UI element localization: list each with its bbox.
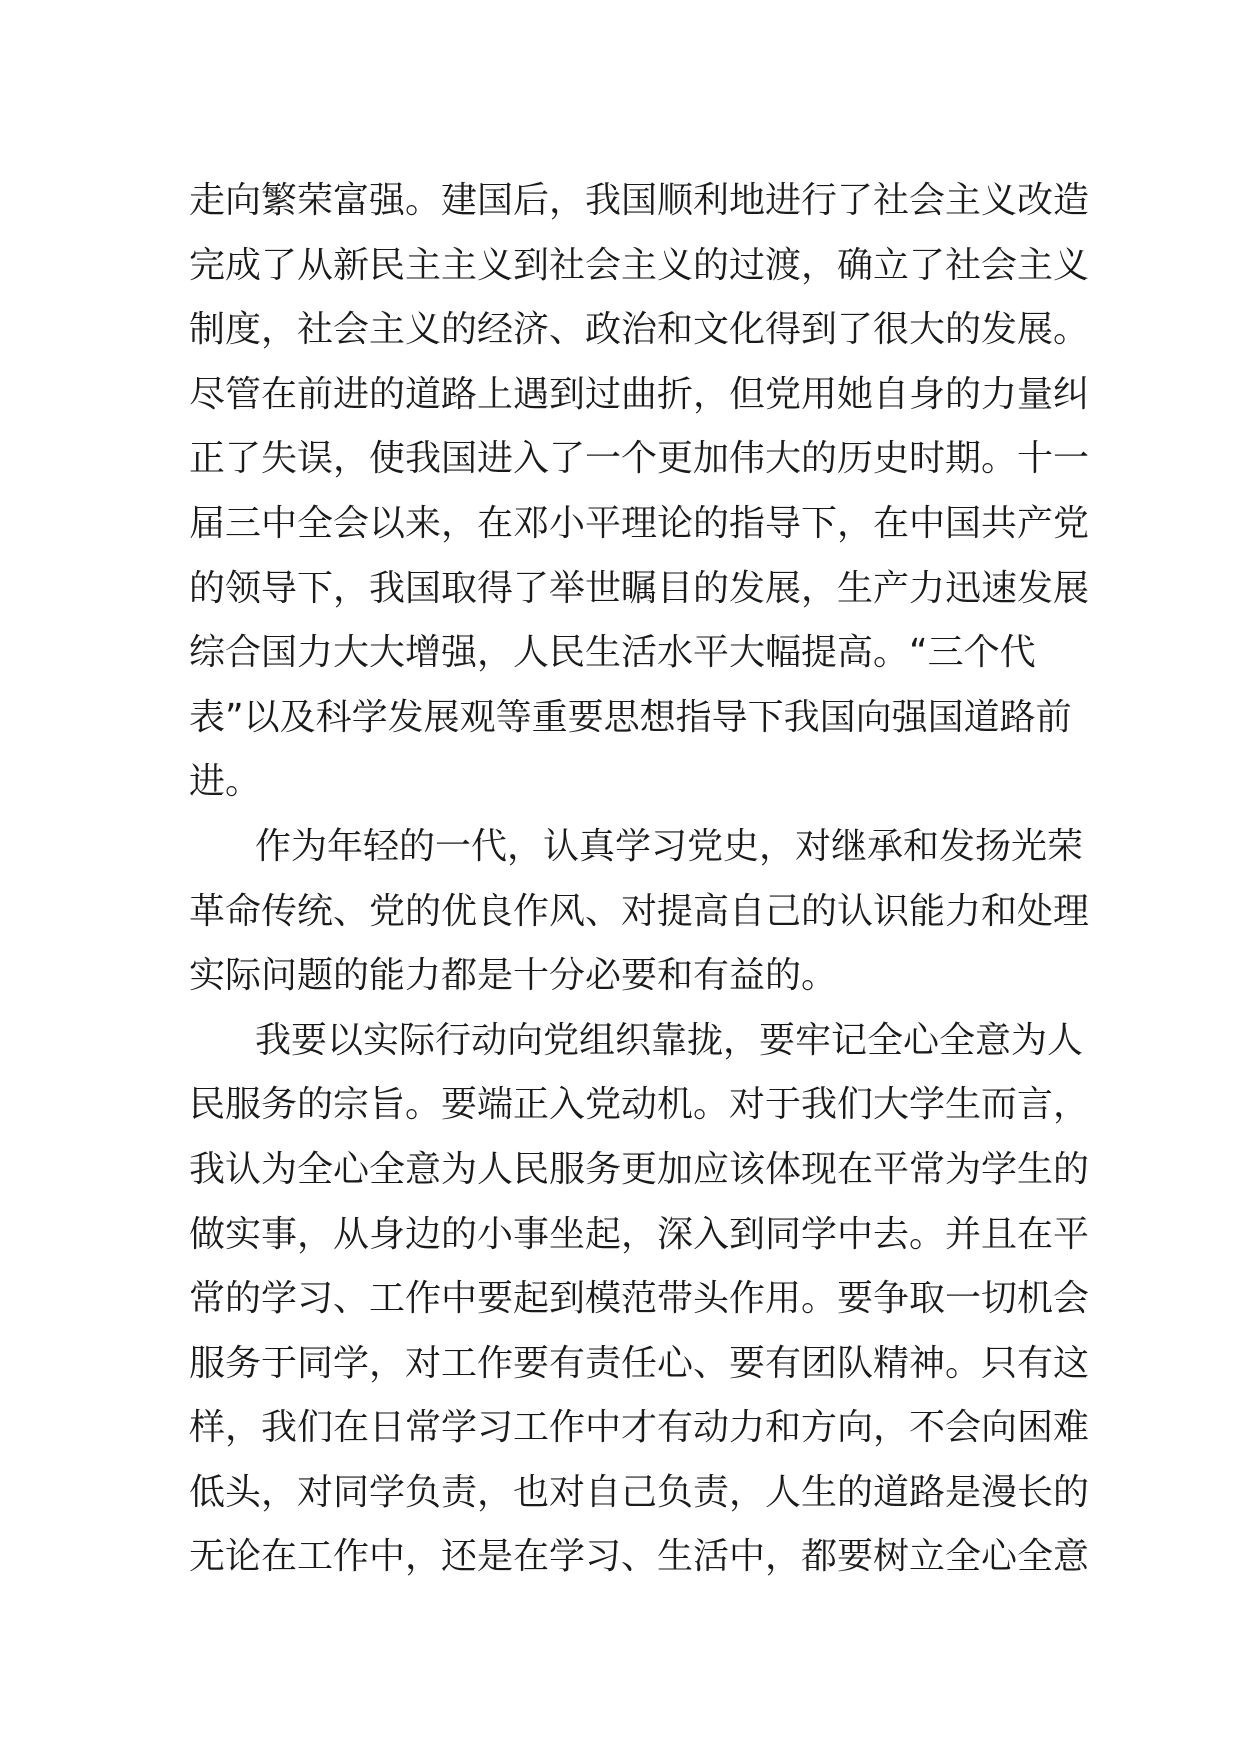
text-line: 常的学习、工作中要起到模范带头作用。要争取一切机会 (189, 1278, 1090, 1320)
text-line: 完成了从新民主主义到社会主义的过渡，确立了社会主义 (189, 244, 1090, 286)
text-line: 实际问题的能力都是十分必要和有益的。 (189, 955, 838, 997)
text-line: 表”以及科学发展观等重要思想指导下我国向强国道路前 (189, 696, 1072, 738)
text-line: 进。 (189, 761, 262, 803)
text-line: 综合国力大大增强，人民生活水平大幅提高。“三个代 (189, 632, 1036, 674)
text-line: 我认为全心全意为人民服务更加应该体现在平常为学生的 (189, 1148, 1090, 1190)
paragraph-first-line: 作为年轻的一代，认真学习党史，对继承和发扬光荣 (255, 825, 1084, 867)
text-line: 革命传统、党的优良作风、对提高自己的认识能力和处理 (189, 890, 1090, 932)
text-line: 做实事，从身边的小事坐起，深入到同学中去。并且在平 (189, 1213, 1090, 1255)
text-line: 样，我们在日常学习工作中才有动力和方向，不会向困难 (189, 1407, 1090, 1449)
text-line: 服务于同学，对工作要有责任心、要有团队精神。只有这 (189, 1342, 1090, 1384)
text-line: 制度，社会主义的经济、政治和文化得到了很大的发展。 (189, 309, 1090, 351)
text-line: 的领导下，我国取得了举世瞩目的发展，生产力迅速发展 (189, 567, 1090, 609)
text-line: 走向繁荣富强。建国后，我国顺利地进行了社会主义改造 (189, 180, 1090, 221)
text-line: 无论在工作中，还是在学习、生活中，都要树立全心全意 (189, 1536, 1090, 1578)
text-line: 届三中全会以来，在邓小平理论的指导下，在中国共产党 (189, 502, 1090, 544)
text-line: 尽管在前进的道路上遇到过曲折，但党用她自身的力量纠 (189, 373, 1090, 415)
text-line: 民服务的宗旨。要端正入党动机。对于我们大学生而言， (189, 1084, 1090, 1126)
text-line: 正了失误，使我国进入了一个更加伟大的历史时期。十一 (189, 438, 1090, 480)
paragraph-first-line: 我要以实际行动向党组织靠拢，要牢记全心全意为人 (255, 1019, 1084, 1061)
text-line: 低头，对同学负责，也对自己负责，人生的道路是漫长的 (189, 1471, 1090, 1513)
document-body (189, 169, 1090, 1590)
